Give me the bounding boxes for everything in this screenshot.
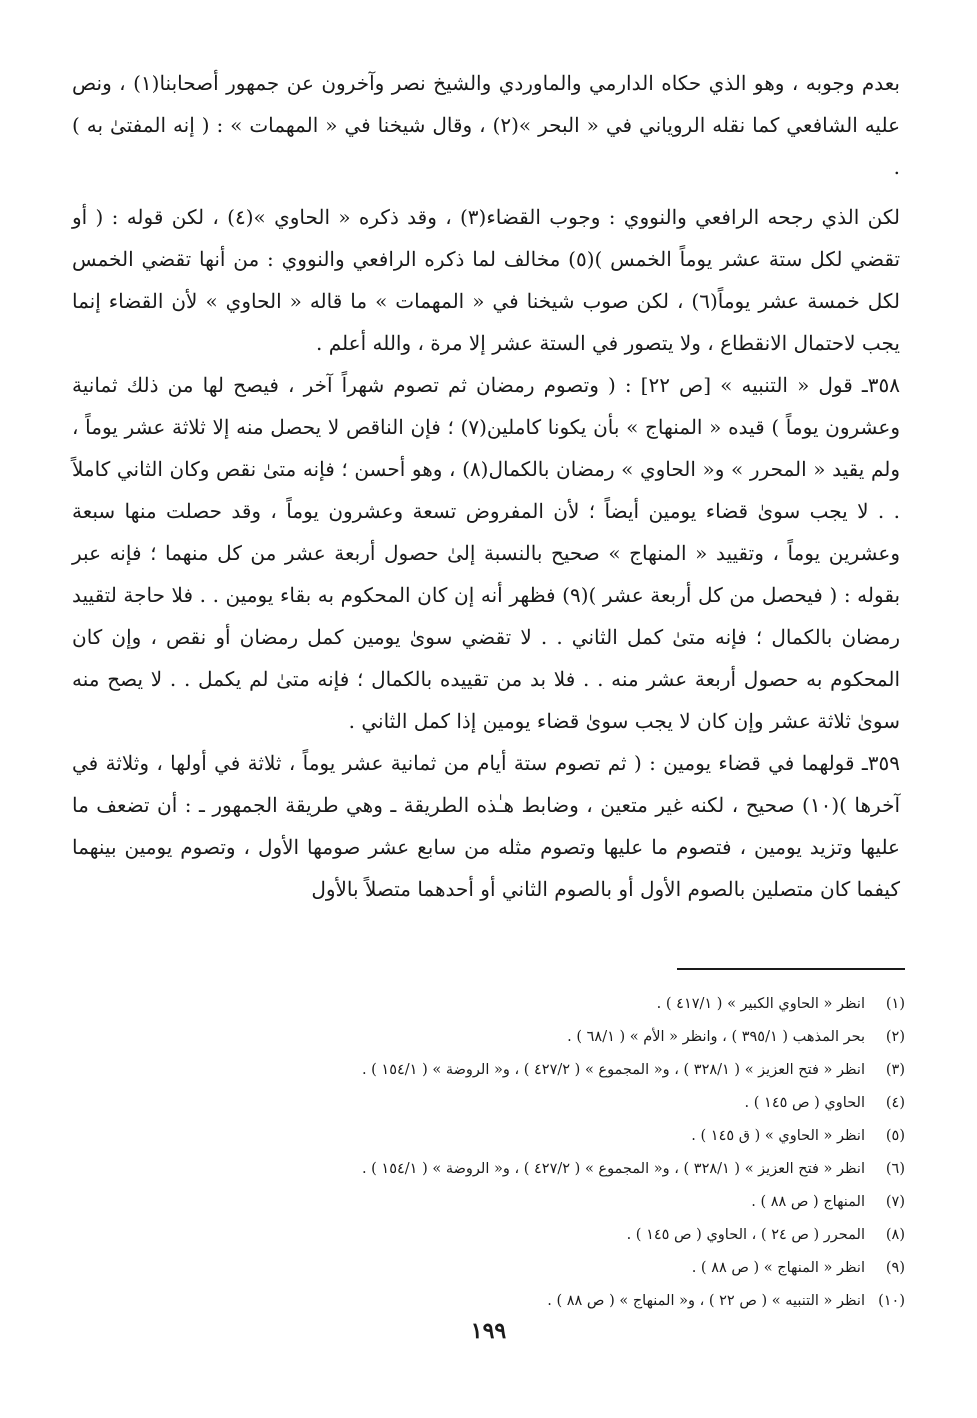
footnote-text: انظر « فتح العزيز » ( ٣٢٨/١ ) ، و« المجموع » ( ٤٢٧/٢ ) ، و« الروضة » ( ١٥٤/١ ) . bbox=[361, 1062, 865, 1078]
footnote bbox=[77, 1021, 905, 1054]
footnote-number: (٦) bbox=[885, 1161, 905, 1177]
footnote-number: (٧) bbox=[885, 1194, 905, 1210]
paragraph-2: لكن الذي رجحه الرافعي والنووي : وجوب القضاء(٣) ، وقد ذكره « الحاوي »(٤) ، لكن قوله : ( أو تقضي لكل ستة عشر يوماً الخمس )(٥) مخالف لما ذكره الرافعي والنووي : من أنها تقضي الخمس لكل خمسة عشر يوماً(٦) ، لكن صوب شيخنا في « المهمات » ما قاله « الحاوي » لأن القضاء إنما يجب لاحتمال الانقطاع ، ولا يتصور في الستة عشر إلا مرة ، والله أعلم . bbox=[72, 205, 901, 355]
footnote-text: انظر « الحاوي الكبير » ( ٤١٧/١ ) . bbox=[656, 996, 865, 1012]
footnote-separator bbox=[677, 968, 905, 970]
footnote-number: (٤) bbox=[885, 1095, 905, 1111]
main-text bbox=[72, 62, 900, 910]
footnote-number: (٩) bbox=[885, 1260, 905, 1276]
footnote bbox=[77, 1252, 905, 1285]
footnote-text: المحرر ( ص ٢٤ ) ، الحاوي ( ص ١٤٥ ) . bbox=[626, 1227, 865, 1243]
footnote-number: (٣) bbox=[885, 1062, 905, 1078]
footnote-text: انظر « الحاوي » ( ق ١٤٥ ) . bbox=[691, 1128, 865, 1144]
footnote bbox=[77, 1054, 905, 1087]
footnote bbox=[77, 988, 905, 1021]
footnote-text: الحاوي ( ص ١٤٥ ) . bbox=[744, 1095, 865, 1111]
footnote-text: انظر « فتح العزيز » ( ٣٢٨/١ ) ، و« المجموع » ( ٤٢٧/٢ ) ، و« الروضة » ( ١٥٤/١ ) . bbox=[361, 1161, 865, 1177]
footnote-text: المنهاج ( ص ٨٨ ) . bbox=[751, 1194, 865, 1210]
paragraph-358: ٣٥٨ـ قول « التنبيه » [ص ٢٢] : ( وتصوم رمضان ثم تصوم شهراً آخر ، فيصح لها من ذلك ثمانية وعشرون يوماً ) قيده « المنهاج » بأن يكونا كاملين(٧) ؛ فإن الناقص لا يحصل منه إلا ثلاثة عشر يوماً ، ولم يقيد « المحرر » و« الحاوي » رمضان بالكمال(٨) ، وهو أحسن ؛ فإنه متىٰ نقص وكان الثاني كاملاً . . لا يجب سوىٰ قضاء يومين أيضاً ؛ لأن المفروض تسعة وعشرون يوماً ، وقد حصلت منها سبعة وعشرين يوماً ، وتقييد « المنهاج » صحيح بالنسبة إلىٰ حصول أربعة عشر من كل منهما ؛ فإنه عبر بقوله : ( فيحصل من كل أربعة عشر )(٩) فظهر أنه إن كان المحكوم به بقاء يومين . . فلا حاجة لتقييد رمضان بالكمال ؛ فإنه متىٰ كمل الثاني . . لا تقضي سوىٰ يومين كمل رمضان أو نقص ، وإن كان المحكوم به حصول أربعة عشر منه . . فلا بد من تقييده بالكمال ؛ فإنه متىٰ لم يكمل . . لا يصح منه سوىٰ ثلاثة عشر وإن كان لا يجب سوىٰ قضاء يومين إذا كمل الثاني . bbox=[72, 373, 901, 733]
footnote-text: انظر « المنهاج » ( ص ٨٨ ) . bbox=[691, 1260, 865, 1276]
footnote bbox=[77, 1153, 905, 1186]
footnote-number: (٥) bbox=[885, 1128, 905, 1144]
paragraph-359: ٣٥٩ـ قولهما في قضاء يومين : ( ثم تصوم ستة أيام من ثمانية عشر يوماً ، ثلاثة في أولها ، وثلاثة في آخرها )(١٠) صحيح ، لكنه غير متعين ، وضابط هـٰذه الطريقة ـ وهي طريقة الجمهور ـ : أن تضعف ما عليها وتزيد يومين ، فتصوم ما عليها وتصوم مثله من سابع عشر صومها الأول ، وتصوم يومين بينهما كيفما كان متصلين بالصوم الأول أو بالصوم الثاني أو أحدهما متصلاً بالأول bbox=[72, 751, 900, 901]
footnote-number: (٨) bbox=[885, 1227, 905, 1243]
footnote-number: (٢) bbox=[885, 1029, 905, 1045]
footnote-text: انظر « التنبيه » ( ص ٢٢ ) ، و« المنهاج » ( ص ٨٨ ) . bbox=[547, 1293, 865, 1309]
footnote-text: بحر المذهب ( ٣٩٥/١ ) ، وانظر « الأم » ( ٦٨/١ ) . bbox=[567, 1029, 865, 1045]
footnote bbox=[77, 1186, 905, 1219]
footnote bbox=[77, 1285, 905, 1318]
footnotes bbox=[77, 988, 905, 1318]
footnote bbox=[77, 1120, 905, 1153]
page-number: ١٩٩ bbox=[470, 1318, 507, 1344]
footnote-number: (١) bbox=[885, 996, 905, 1012]
paragraph-1: بعدم وجوبه ، وهو الذي حكاه الدارمي والماوردي والشيخ نصر وآخرون عن جمهور أصحابنا(١) ، ونص عليه الشافعي كما نقله الروياني في « البحر »(٢) ، وقال شيخنا في « المهمات » : ( إنه المفتىٰ به ) . bbox=[72, 71, 901, 179]
footnote bbox=[77, 1087, 905, 1120]
footnote-number: (١٠) bbox=[878, 1293, 905, 1309]
footnote bbox=[77, 1219, 905, 1252]
